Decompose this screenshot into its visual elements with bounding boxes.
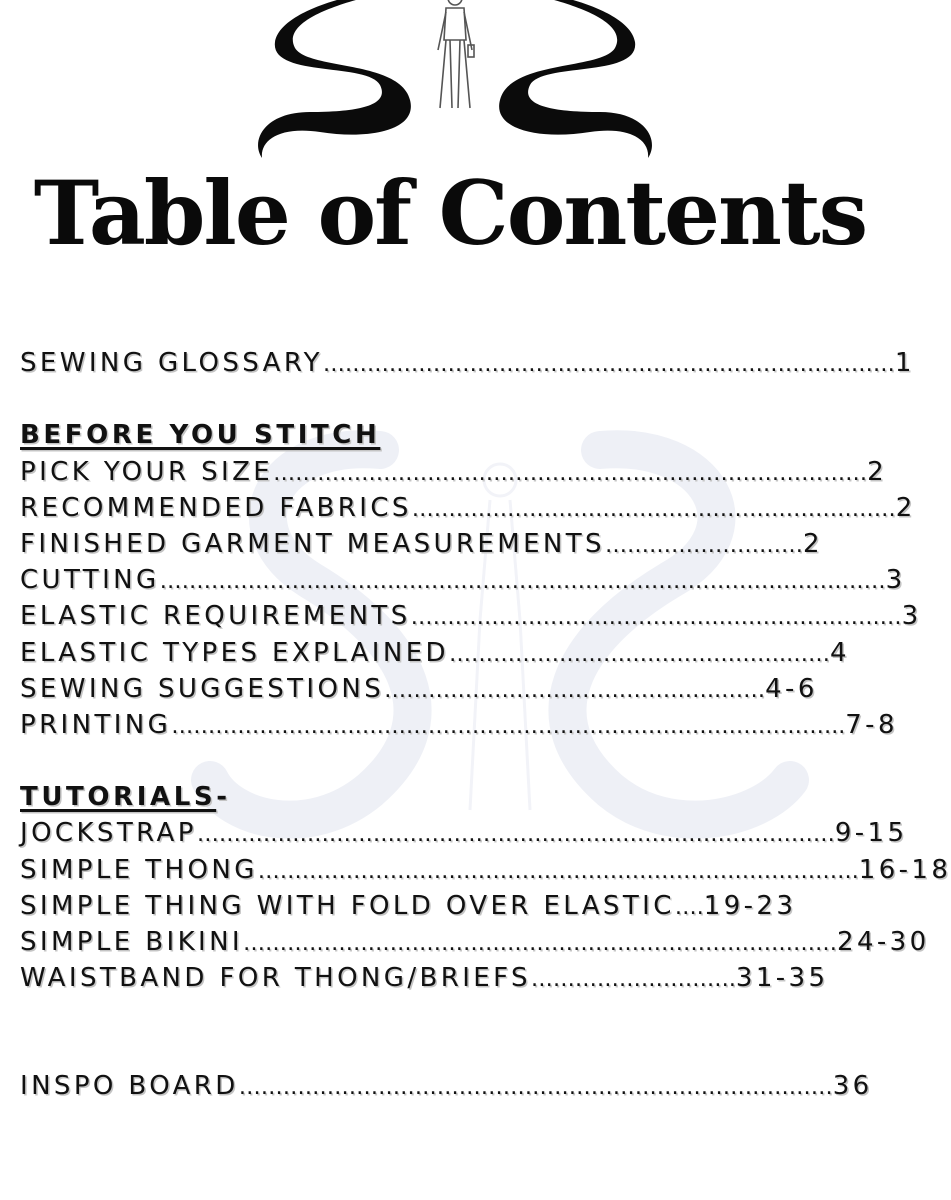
- section-heading-before-you-stitch: [20, 417, 880, 453]
- toc-dot-leader: ……………………………………….……: [448, 641, 830, 667]
- toc-entry-label: JOCKSTRAP: [20, 818, 197, 849]
- section-heading-tutorials: [20, 779, 880, 815]
- toc-dot-leader: ………………………………………………………………………: [273, 460, 868, 486]
- toc-page-number: 16-18: [858, 854, 951, 885]
- toc-dot-leader: ………………………………………………………………………: [243, 931, 838, 956]
- toc-entry-label: ELASTIC REQUIREMENTS: [20, 601, 411, 632]
- toc-spacer: [20, 743, 880, 779]
- toc-entry-simple-thong[interactable]: [20, 852, 951, 888]
- toc-dot-leader: ……………………………………………………………………………: [196, 822, 835, 848]
- toc-entry-sewing-glossary[interactable]: [20, 345, 915, 381]
- toc-entry-inspo-board[interactable]: [20, 1068, 880, 1104]
- toc-dot-leader: ………………………………………………………………………………………: [159, 569, 886, 595]
- toc-entry-label: ELASTIC TYPES EXPLAINED: [20, 637, 449, 668]
- toc-entry-simple-thing-fold-over-elastic[interactable]: [20, 888, 880, 924]
- toc-page-number: 24-30: [837, 927, 930, 957]
- toc-entry-elastic-requirements[interactable]: [20, 598, 922, 634]
- toc-entry-label: SEWING GLOSSARY: [20, 348, 323, 378]
- toc-page-number: 3: [885, 565, 906, 596]
- toc-entry-simple-bikini[interactable]: [20, 924, 930, 960]
- toc-dot-leader: ……………………….: [530, 967, 736, 993]
- toc-entry-label: SEWING SUGGESTIONS: [20, 673, 385, 704]
- section-heading-text: BEFORE YOU STITCH: [20, 420, 381, 451]
- toc-page-number: 2: [802, 528, 823, 559]
- toc-page-number: 36: [832, 1071, 873, 1102]
- toc-entry-waistband-thong-briefs[interactable]: [20, 960, 880, 996]
- toc-spacer: [20, 996, 880, 1068]
- toc-page-number: 2: [867, 456, 888, 487]
- toc-spacer: [20, 381, 880, 417]
- toc-entry-label: SIMPLE THONG: [20, 854, 258, 885]
- toc-entry-jockstrap[interactable]: [20, 815, 908, 851]
- section-heading-suffix: -: [216, 782, 231, 813]
- toc-page-number: 31-35: [735, 963, 829, 994]
- toc-entry-recommended-fabrics[interactable]: [20, 490, 916, 526]
- toc-dot-leader: ……………………………………………………………………….: [257, 858, 859, 884]
- toc-page-number: 4: [829, 637, 850, 668]
- toc-page-number: 3: [901, 601, 922, 632]
- page-title: Table of Contents: [33, 161, 867, 265]
- toc-entry-finished-garment-measurements[interactable]: [20, 526, 880, 562]
- toc-dot-leader: ……………………………………………………………………: [322, 352, 895, 377]
- toc-entry-label: FINISHED GARMENT MEASUREMENTS: [20, 528, 605, 559]
- toc-dot-leader: ………………………: [604, 532, 803, 558]
- toc-page-number: 1: [894, 348, 915, 378]
- toc-entry-label: RECOMMENDED FABRICS: [20, 492, 412, 523]
- toc-page-number: 4-6: [765, 673, 818, 704]
- table-of-contents: [20, 345, 951, 1105]
- toc-entry-label: INSPO BOARD: [20, 1071, 239, 1102]
- toc-entry-label: SIMPLE THING WITH FOLD OVER ELASTIC: [20, 890, 675, 921]
- toc-dot-leader: ………………………………………………………………………: [238, 1075, 833, 1101]
- toc-dot-leader: …………………………………………………………: [411, 496, 896, 522]
- toc-entry-sewing-suggestions[interactable]: [20, 671, 880, 707]
- toc-page-number: 9-15: [834, 818, 908, 849]
- toc-dot-leader: ….: [674, 894, 704, 920]
- toc-entry-elastic-types-explained[interactable]: [20, 635, 880, 671]
- toc-entry-label: PICK YOUR SIZE: [20, 456, 274, 487]
- toc-page-number: 19-23: [703, 890, 797, 921]
- toc-entry-label: SIMPLE BIKINI: [20, 927, 244, 957]
- toc-entry-printing[interactable]: [20, 707, 898, 743]
- toc-page-number: 2: [895, 492, 916, 523]
- toc-entry-label: PRINTING: [20, 709, 172, 740]
- toc-dot-leader: ………………………………………………………………………………..: [171, 713, 846, 739]
- toc-dot-leader: ……………………………………………………….…: [410, 605, 902, 631]
- toc-entry-cutting[interactable]: [20, 562, 906, 598]
- toc-entry-label: CUTTING: [20, 565, 160, 596]
- brand-logo-icon: [250, 0, 660, 160]
- toc-entry-label: WAISTBAND FOR THONG/BRIEFS: [20, 963, 531, 994]
- section-heading-text: TUTORIALS: [20, 782, 217, 813]
- toc-page-number: 7-8: [845, 709, 898, 740]
- toc-dot-leader: ……………………………………….……: [384, 677, 766, 703]
- toc-entry-pick-your-size[interactable]: [20, 454, 888, 490]
